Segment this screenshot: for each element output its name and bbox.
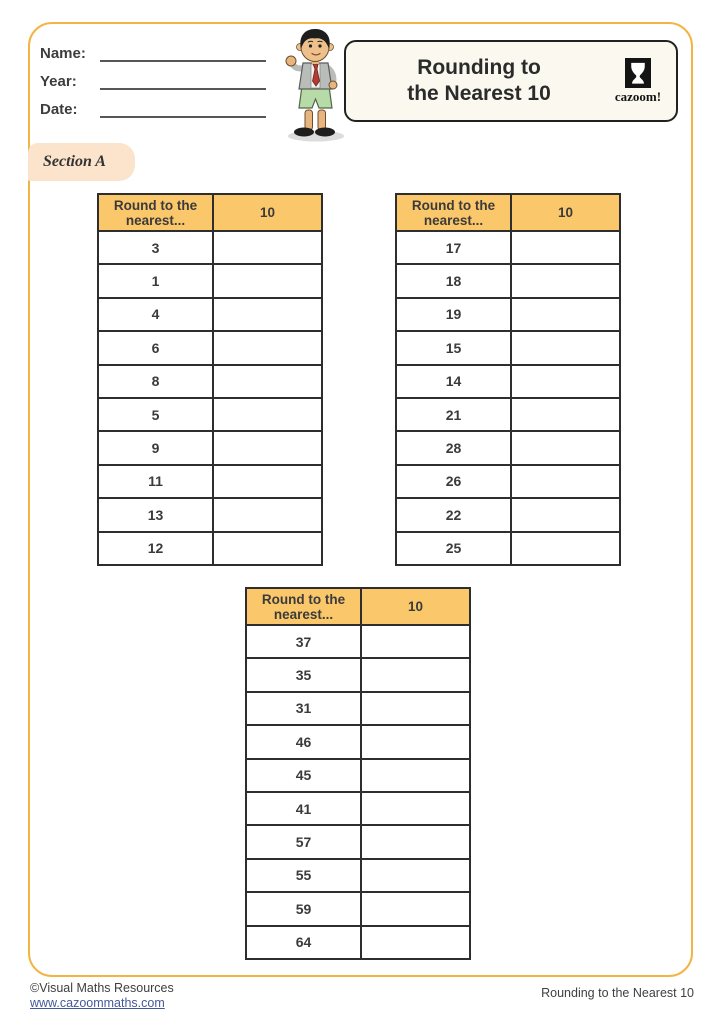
table-row	[396, 231, 620, 264]
table-row	[98, 532, 322, 565]
answer-cell[interactable]	[361, 658, 470, 691]
ten-header: 10	[511, 194, 620, 231]
cazoom-drum-icon	[625, 58, 651, 88]
table-row	[246, 759, 470, 792]
ten-header: 10	[361, 588, 470, 625]
number-cell: 59	[246, 892, 361, 925]
answer-cell[interactable]	[361, 759, 470, 792]
answer-cell[interactable]	[511, 498, 620, 531]
cazoom-logo-text: cazoom!	[614, 88, 662, 104]
table-row	[246, 926, 470, 959]
round-to-nearest-header: Round to the nearest...	[98, 194, 213, 231]
answer-cell[interactable]	[511, 264, 620, 297]
number-cell: 55	[246, 859, 361, 892]
table-row	[396, 264, 620, 297]
answer-cell[interactable]	[511, 231, 620, 264]
name-field-label: Name:	[40, 45, 86, 62]
footer-worksheet-title: Rounding to the Nearest 10	[541, 986, 694, 1000]
table-header-row	[98, 194, 322, 231]
table-row	[246, 859, 470, 892]
answer-cell[interactable]	[213, 465, 322, 498]
worksheet-title-box	[344, 40, 678, 122]
answer-cell[interactable]	[361, 692, 470, 725]
answer-cell[interactable]	[213, 298, 322, 331]
number-cell: 14	[396, 365, 511, 398]
number-cell: 9	[98, 431, 213, 464]
number-cell: 64	[246, 926, 361, 959]
cazoom-logo	[606, 58, 670, 105]
table-row	[246, 725, 470, 758]
table-header-row	[396, 194, 620, 231]
table-row	[396, 331, 620, 364]
table-row	[396, 431, 620, 464]
answer-cell[interactable]	[511, 298, 620, 331]
number-cell: 11	[98, 465, 213, 498]
table-row	[246, 692, 470, 725]
answer-cell[interactable]	[213, 264, 322, 297]
number-cell: 57	[246, 825, 361, 858]
number-cell: 13	[98, 498, 213, 531]
cazoommaths-link[interactable]: www.cazoommaths.com	[30, 996, 165, 1010]
table-row	[396, 398, 620, 431]
name-field-row	[40, 42, 266, 62]
table-row	[98, 231, 322, 264]
number-cell: 35	[246, 658, 361, 691]
year-field-line[interactable]	[100, 72, 266, 90]
table-row	[98, 498, 322, 531]
answer-cell[interactable]	[361, 892, 470, 925]
student-info-fields	[40, 42, 266, 118]
section-a-label: Section A	[43, 153, 106, 170]
worksheet-title	[346, 55, 606, 107]
number-cell: 21	[396, 398, 511, 431]
answer-cell[interactable]	[511, 431, 620, 464]
number-cell: 25	[396, 532, 511, 565]
number-cell: 3	[98, 231, 213, 264]
number-cell: 31	[246, 692, 361, 725]
table-row	[246, 892, 470, 925]
number-cell: 18	[396, 264, 511, 297]
worksheet-title-line1: Rounding to	[417, 56, 541, 79]
number-cell: 46	[246, 725, 361, 758]
ten-header: 10	[213, 194, 322, 231]
number-cell: 45	[246, 759, 361, 792]
rounding-table-3	[245, 587, 471, 960]
rounding-table-2	[395, 193, 621, 566]
answer-cell[interactable]	[361, 725, 470, 758]
answer-cell[interactable]	[511, 465, 620, 498]
table-row	[396, 298, 620, 331]
number-cell: 8	[98, 365, 213, 398]
answer-cell[interactable]	[213, 498, 322, 531]
number-cell: 28	[396, 431, 511, 464]
table-row	[98, 365, 322, 398]
number-cell: 22	[396, 498, 511, 531]
number-cell: 6	[98, 331, 213, 364]
footer-left	[30, 981, 174, 1011]
answer-cell[interactable]	[213, 365, 322, 398]
answer-cell[interactable]	[511, 532, 620, 565]
table-row	[246, 658, 470, 691]
name-field-line[interactable]	[100, 44, 266, 62]
date-field-row	[40, 98, 266, 118]
table-row	[98, 331, 322, 364]
number-cell: 41	[246, 792, 361, 825]
table-row	[246, 792, 470, 825]
answer-cell[interactable]	[361, 825, 470, 858]
table-row	[98, 298, 322, 331]
answer-cell[interactable]	[213, 398, 322, 431]
answer-cell[interactable]	[213, 331, 322, 364]
table-row	[246, 625, 470, 658]
table-row	[396, 465, 620, 498]
number-cell: 19	[396, 298, 511, 331]
round-to-nearest-header: Round to the nearest...	[246, 588, 361, 625]
table-row	[98, 431, 322, 464]
table-row	[98, 398, 322, 431]
number-cell: 17	[396, 231, 511, 264]
worksheet-title-line2: the Nearest 10	[407, 82, 551, 105]
answer-cell[interactable]	[361, 625, 470, 658]
number-cell: 12	[98, 532, 213, 565]
number-cell: 4	[98, 298, 213, 331]
number-cell: 1	[98, 264, 213, 297]
table-row	[246, 825, 470, 858]
answer-cell[interactable]	[511, 365, 620, 398]
number-cell: 37	[246, 625, 361, 658]
table-row	[396, 532, 620, 565]
date-field-label: Date:	[40, 101, 78, 118]
number-cell: 5	[98, 398, 213, 431]
answer-cell[interactable]	[361, 926, 470, 959]
date-field-line[interactable]	[100, 100, 266, 118]
round-to-nearest-header: Round to the nearest...	[396, 194, 511, 231]
answer-cell[interactable]	[511, 331, 620, 364]
table-row	[396, 365, 620, 398]
number-cell: 15	[396, 331, 511, 364]
section-a-tab	[28, 143, 135, 181]
answer-cell[interactable]	[213, 231, 322, 264]
table-row	[98, 264, 322, 297]
table-header-row	[246, 588, 470, 625]
table-row	[98, 465, 322, 498]
answer-cell[interactable]	[511, 398, 620, 431]
copyright-text: ©Visual Maths Resources	[30, 981, 174, 995]
answer-cell[interactable]	[361, 792, 470, 825]
answer-cell[interactable]	[361, 859, 470, 892]
answer-cell[interactable]	[213, 532, 322, 565]
number-cell: 26	[396, 465, 511, 498]
year-field-row	[40, 70, 266, 90]
table-row	[396, 498, 620, 531]
rounding-table-1	[97, 193, 323, 566]
year-field-label: Year:	[40, 73, 77, 90]
answer-cell[interactable]	[213, 431, 322, 464]
